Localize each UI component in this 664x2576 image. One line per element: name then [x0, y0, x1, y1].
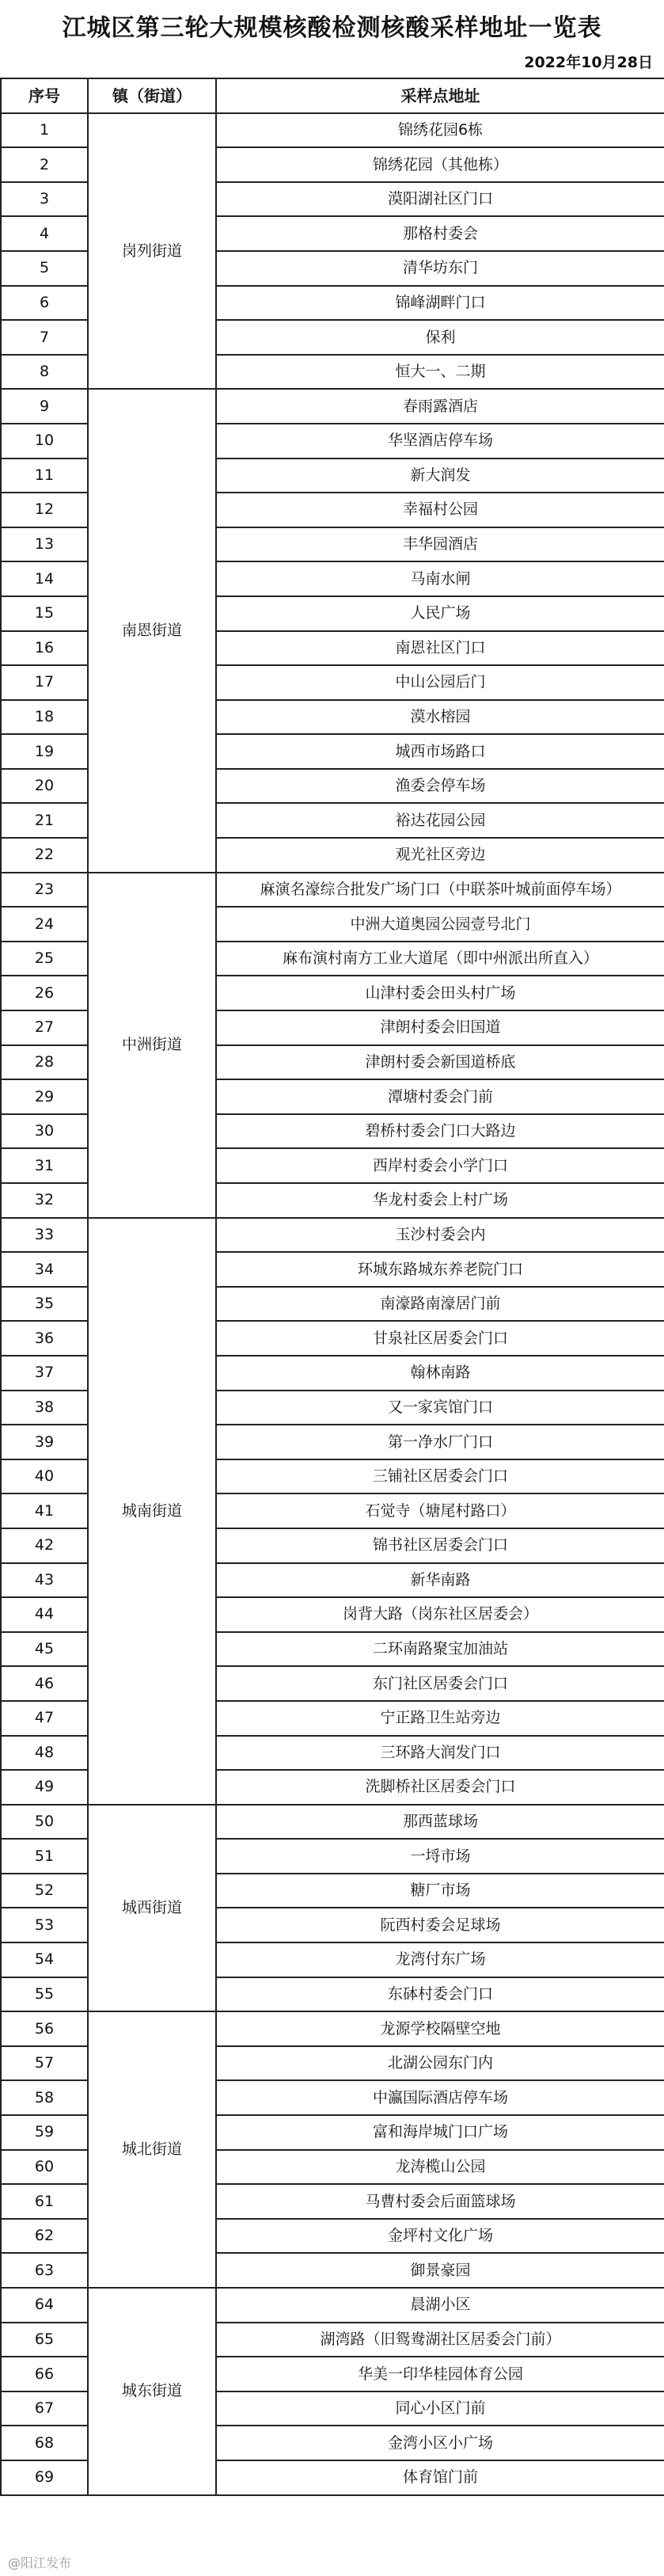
site-address: 漠水榕园: [216, 700, 664, 735]
site-address: 北湖公园东门内: [216, 2046, 664, 2081]
street-cell: 岗列街道: [88, 113, 216, 390]
header-site: 采样点地址: [216, 78, 664, 113]
row-number: 51: [1, 1839, 88, 1874]
row-number: 23: [1, 873, 88, 907]
site-address: 中瀛国际酒店停车场: [216, 2080, 664, 2115]
row-number: 1: [1, 113, 88, 148]
site-address: 又一家宾馆门口: [216, 1391, 664, 1425]
site-address: 二环南路聚宝加油站: [216, 1632, 664, 1667]
row-number: 25: [1, 942, 88, 976]
site-address: 漠阳湖社区门口: [216, 182, 664, 217]
header-street: 镇（街道）: [88, 78, 216, 113]
row-number: 67: [1, 2391, 88, 2426]
row-number: 11: [1, 459, 88, 493]
site-address: 裕达花园公园: [216, 803, 664, 838]
row-number: 66: [1, 2357, 88, 2391]
site-address: 马曹村委会后面篮球场: [216, 2184, 664, 2219]
row-number: 54: [1, 1942, 88, 1977]
site-address: 中洲大道奥园公园壹号北门: [216, 907, 664, 942]
site-address: 玉沙村委会内: [216, 1218, 664, 1253]
site-address: 南恩社区门口: [216, 631, 664, 666]
site-address: 恒大一、二期: [216, 355, 664, 390]
site-address: 金湾小区小广场: [216, 2426, 664, 2460]
table-row: [1, 2011, 664, 2046]
site-address: 潭塘村委会门前: [216, 1079, 664, 1114]
site-address: 观光社区旁边: [216, 838, 664, 873]
site-address: 幸福村公园: [216, 493, 664, 527]
row-number: 33: [1, 1218, 88, 1253]
row-number: 36: [1, 1321, 88, 1356]
site-address: 宁正路卫生站旁边: [216, 1701, 664, 1736]
row-number: 10: [1, 424, 88, 459]
table-header-row: [1, 78, 664, 113]
site-address: 锦峰湖畔门口: [216, 286, 664, 321]
row-number: 21: [1, 803, 88, 838]
site-address: 麻演名濠综合批发广场门口（中联茶叶城前面停车场）: [216, 873, 664, 907]
site-address: 石觉寺（塘尾村路口）: [216, 1493, 664, 1528]
street-cell: 城南街道: [88, 1218, 216, 1805]
site-address: 体育馆门前: [216, 2460, 664, 2495]
row-number: 20: [1, 769, 88, 804]
site-address: 那格村委会: [216, 216, 664, 251]
site-address: 清华坊东门: [216, 251, 664, 286]
street-cell: 中洲街道: [88, 873, 216, 1218]
row-number: 19: [1, 734, 88, 769]
row-number: 63: [1, 2253, 88, 2288]
site-address: 湖湾路（旧鸳鸯湖社区居委会门前）: [216, 2323, 664, 2357]
site-address: 同心小区门前: [216, 2391, 664, 2426]
site-address: 华美一印华桂园体育公园: [216, 2357, 664, 2391]
row-number: 64: [1, 2288, 88, 2323]
row-number: 12: [1, 493, 88, 527]
row-number: 41: [1, 1493, 88, 1528]
row-number: 4: [1, 216, 88, 251]
row-number: 60: [1, 2150, 88, 2185]
site-address: 华龙村委会上村广场: [216, 1183, 664, 1218]
site-address: 津朗村委会新国道桥底: [216, 1045, 664, 1080]
site-address: 山津村委会田头村广场: [216, 976, 664, 1010]
row-number: 7: [1, 320, 88, 355]
site-address: 金坪村文化广场: [216, 2219, 664, 2254]
row-number: 32: [1, 1183, 88, 1218]
site-address: 人民广场: [216, 596, 664, 631]
site-address: 三铺社区居委会门口: [216, 1459, 664, 1494]
row-number: 44: [1, 1597, 88, 1632]
site-address: 丰华园酒店: [216, 527, 664, 562]
row-number: 46: [1, 1666, 88, 1701]
row-number: 2: [1, 147, 88, 182]
site-address: 第一净水厂门口: [216, 1425, 664, 1459]
row-number: 15: [1, 596, 88, 631]
row-number: 28: [1, 1045, 88, 1080]
site-address: 东砵村委会门口: [216, 1977, 664, 2012]
row-number: 49: [1, 1770, 88, 1805]
site-address: 碧桥村委会门口大路边: [216, 1114, 664, 1149]
site-address: 保利: [216, 320, 664, 355]
site-address: 龙湾付东广场: [216, 1942, 664, 1977]
row-number: 61: [1, 2184, 88, 2219]
row-number: 57: [1, 2046, 88, 2081]
row-number: 9: [1, 389, 88, 424]
row-number: 55: [1, 1977, 88, 2012]
table-row: [1, 1805, 664, 1840]
row-number: 38: [1, 1391, 88, 1425]
site-address: 南濠路南濠居门前: [216, 1287, 664, 1322]
site-address: 春雨露酒店: [216, 389, 664, 424]
site-address: 三环路大润发门口: [216, 1736, 664, 1771]
street-cell: 南恩街道: [88, 389, 216, 872]
row-number: 34: [1, 1252, 88, 1287]
site-address: 晨湖小区: [216, 2288, 664, 2323]
row-number: 40: [1, 1459, 88, 1494]
table-row: [1, 113, 664, 148]
site-address: 城西市场路口: [216, 734, 664, 769]
table-row: [1, 1218, 664, 1253]
page-title: 江城区第三轮大规模核酸检测核酸采样地址一览表: [62, 14, 602, 42]
row-number: 17: [1, 665, 88, 700]
site-address: 麻布演村南方工业大道尾（即中州派出所直入）: [216, 942, 664, 976]
street-cell: 城北街道: [88, 2011, 216, 2288]
row-number: 13: [1, 527, 88, 562]
row-number: 53: [1, 1908, 88, 1942]
row-number: 69: [1, 2460, 88, 2495]
publish-date: 2022年10月28日: [524, 54, 653, 71]
site-address: 岗背大路（岗东社区居委会）: [216, 1597, 664, 1632]
table-row: [1, 873, 664, 907]
row-number: 16: [1, 631, 88, 666]
site-address: 东门社区居委会门口: [216, 1666, 664, 1701]
site-address: 翰林南路: [216, 1356, 664, 1391]
site-address: 锦绣花园6栋: [216, 113, 664, 148]
row-number: 62: [1, 2219, 88, 2254]
site-address: 甘泉社区居委会门口: [216, 1321, 664, 1356]
site-address: 龙涛榄山公园: [216, 2150, 664, 2185]
row-number: 58: [1, 2080, 88, 2115]
row-number: 18: [1, 700, 88, 735]
site-address: 环城东路城东养老院门口: [216, 1252, 664, 1287]
row-number: 31: [1, 1148, 88, 1183]
site-address: 一埒市场: [216, 1839, 664, 1874]
row-number: 27: [1, 1010, 88, 1045]
row-number: 50: [1, 1805, 88, 1840]
site-address: 新华南路: [216, 1563, 664, 1598]
site-address: 那西蓝球场: [216, 1805, 664, 1840]
row-number: 68: [1, 2426, 88, 2460]
site-address: 阮西村委会足球场: [216, 1908, 664, 1942]
site-address: 富和海岸城门口广场: [216, 2115, 664, 2150]
site-address: 华坚酒店停车场: [216, 424, 664, 459]
row-number: 26: [1, 976, 88, 1010]
watermark: @阳江发布: [8, 2555, 72, 2570]
row-number: 59: [1, 2115, 88, 2150]
row-number: 3: [1, 182, 88, 217]
street-cell: 城东街道: [88, 2288, 216, 2495]
row-number: 30: [1, 1114, 88, 1149]
row-number: 35: [1, 1287, 88, 1322]
site-address: 龙源学校隔壁空地: [216, 2011, 664, 2046]
site-address: 津朗村委会旧国道: [216, 1010, 664, 1045]
row-number: 65: [1, 2323, 88, 2357]
site-address: 渔委会停车场: [216, 769, 664, 804]
site-address: 西岸村委会小学门口: [216, 1148, 664, 1183]
row-number: 29: [1, 1079, 88, 1114]
site-address: 中山公园后门: [216, 665, 664, 700]
row-number: 14: [1, 561, 88, 596]
row-number: 47: [1, 1701, 88, 1736]
site-address: 马南水闸: [216, 561, 664, 596]
site-address: 御景豪园: [216, 2253, 664, 2288]
row-number: 8: [1, 355, 88, 390]
row-number: 56: [1, 2011, 88, 2046]
row-number: 39: [1, 1425, 88, 1459]
row-number: 48: [1, 1736, 88, 1771]
sampling-sites-table: [0, 78, 664, 2496]
header-no: 序号: [1, 78, 88, 113]
row-number: 37: [1, 1356, 88, 1391]
site-address: 洗脚桥社区居委会门口: [216, 1770, 664, 1805]
site-address: 新大润发: [216, 459, 664, 493]
row-number: 6: [1, 286, 88, 321]
row-number: 5: [1, 251, 88, 286]
site-address: 锦书社区居委会门口: [216, 1528, 664, 1563]
row-number: 45: [1, 1632, 88, 1667]
street-cell: 城西街道: [88, 1805, 216, 2012]
site-address: 锦绣花园（其他栋）: [216, 147, 664, 182]
table-row: [1, 2288, 664, 2323]
row-number: 43: [1, 1563, 88, 1598]
table-row: [1, 389, 664, 424]
site-address: 糖厂市场: [216, 1874, 664, 1908]
row-number: 22: [1, 838, 88, 873]
row-number: 24: [1, 907, 88, 942]
row-number: 42: [1, 1528, 88, 1563]
row-number: 52: [1, 1874, 88, 1908]
